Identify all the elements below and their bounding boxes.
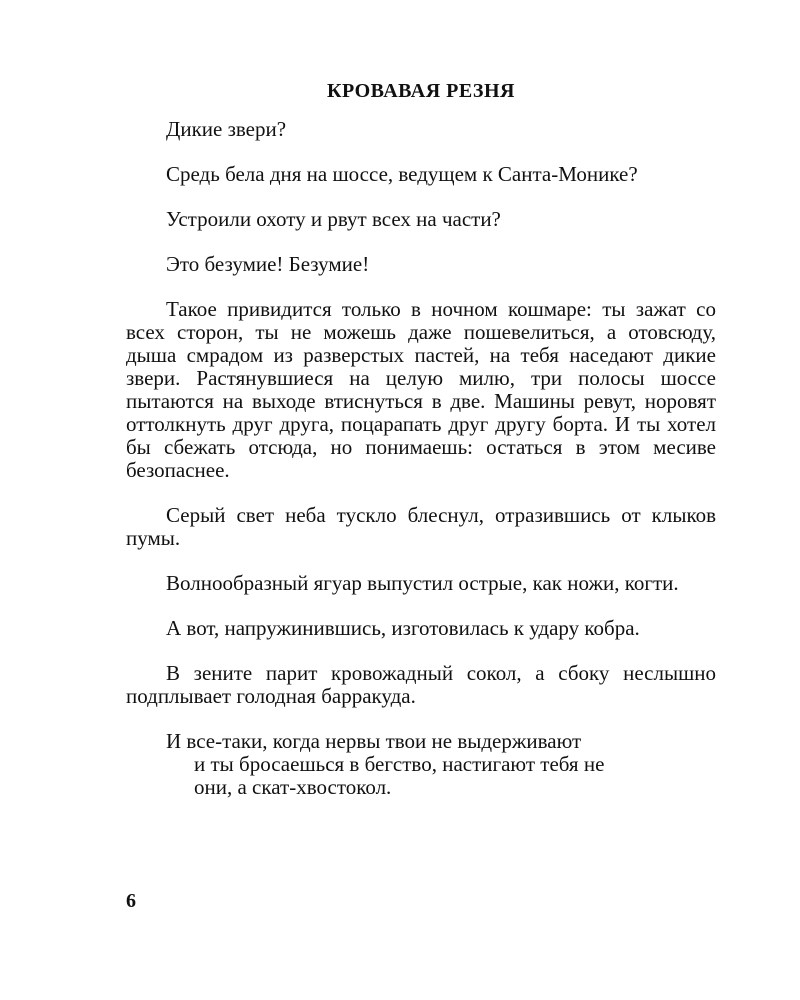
- paragraph-wild-beasts: Дикие звери?: [166, 117, 287, 141]
- paragraph-stingray: [126, 730, 716, 799]
- book-page: [126, 78, 716, 821]
- paragraph-jaguar: Волнообразный ягуар выпустил острые, как ножи, когти.: [166, 571, 679, 595]
- paragraph-line: они, а скат-хвостокол.: [194, 775, 392, 799]
- paragraph-cobra: А вот, напружинившись, изготовилась к удару кобра.: [166, 616, 640, 640]
- paragraph-line: И все-таки, когда нервы твои не выдерживают: [166, 729, 582, 753]
- paragraph-line: и ты бросаешься в бегство, настигают тебя не: [194, 752, 605, 776]
- paragraph-madness: Это безумие! Безумие!: [166, 252, 370, 276]
- paragraph-santa-monica: Средь бела дня на шоссе, ведущем к Санта-Монике?: [166, 162, 638, 186]
- paragraph-nightmare: Такое привидится только в ночном кошмаре: ты зажат со всех сторон, ты не можешь даже пошевелиться, а отовсюду, дыша смрадом из разверстых пастей, на тебя наседают дикие звери. Растянувшиеся на целую милю, три полосы шоссе пытаются на выходе втиснуться в две. Машины ревут, норовят оттолкнуть друг друга, поцарапать друг другу борта. И ты хотел бы сбежать отсюда, но понимаешь: остаться в этом месиве безопаснее.: [126, 297, 716, 482]
- chapter-title: КРОВАВАЯ РЕЗНЯ: [326, 80, 515, 102]
- page-number: 6: [126, 890, 136, 912]
- paragraph-falcon: В зените парит кровожадный сокол, а сбоку неслышно подплывает голодная барракуда.: [126, 661, 716, 708]
- paragraph-puma: Серый свет неба тускло блеснул, отразившись от клыков пумы.: [126, 503, 716, 550]
- paragraph-hunt: Устроили охоту и рвут всех на части?: [166, 207, 501, 231]
